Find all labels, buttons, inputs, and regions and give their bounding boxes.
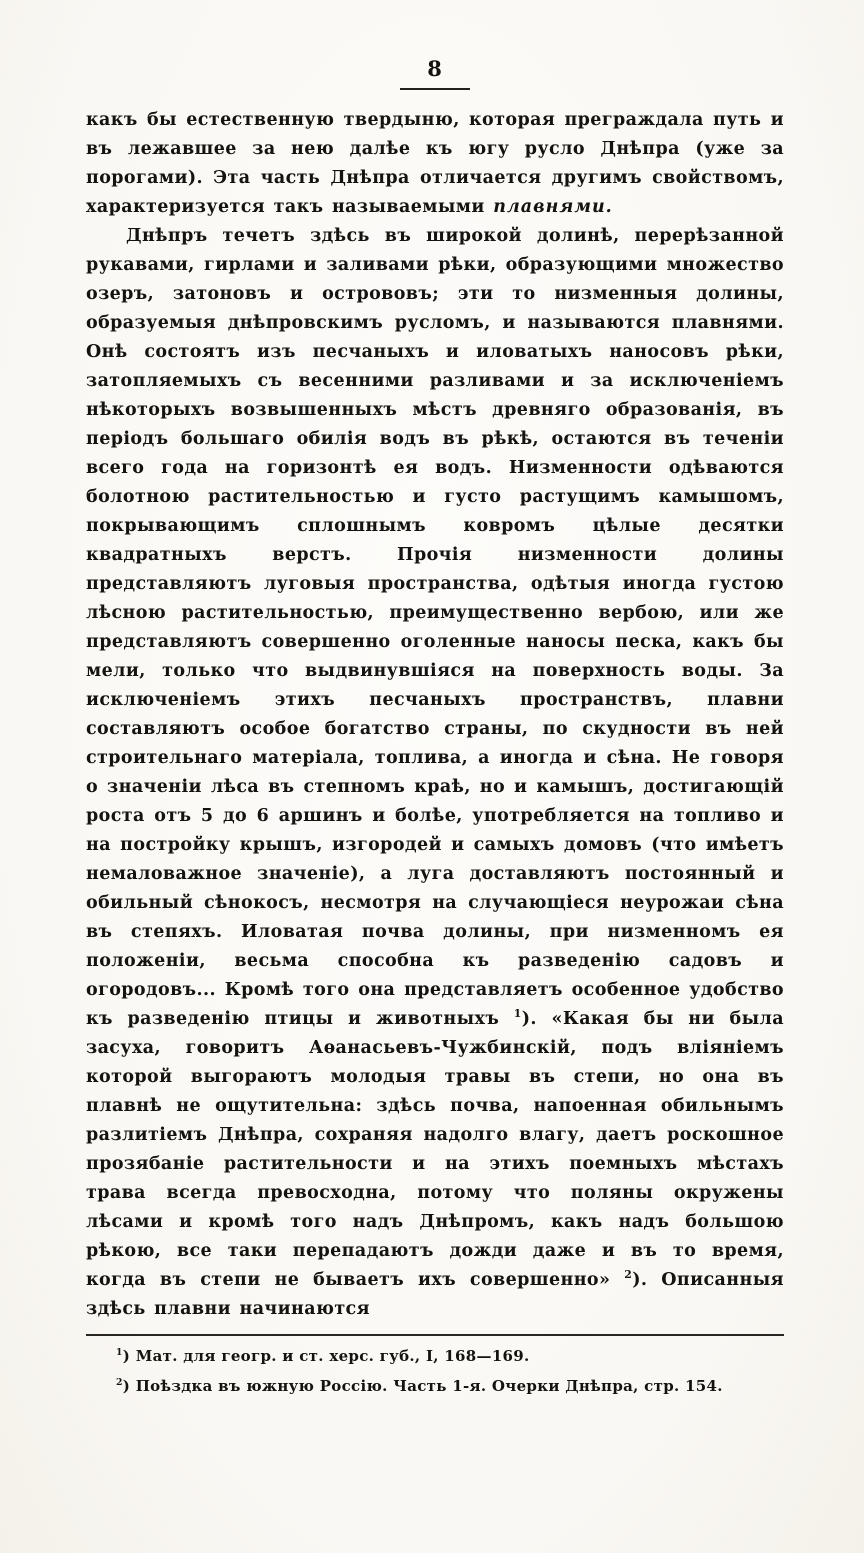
footnote-item	[86, 1341, 784, 1371]
footnote-marker: 2	[116, 1377, 123, 1388]
paragraph	[86, 106, 784, 222]
italic-text: плавнями.	[493, 197, 613, 217]
page-header	[86, 56, 784, 90]
text-run: ). «Какая бы ни была засуха, говоритъ Аѳанасьевъ-Чужбинскій, подъ вліяніемъ которой выгораютъ молодыя травы въ степи, но она въ плавнѣ не ощутительна: здѣсь почва, напоенная обильнымъ разлитіемъ Днѣпра, сохраняя надолго влагу, даетъ роскошное прозябаніе растительности и на этихъ поемныхъ мѣстахъ трава всегда превосходна, потому что поляны окружены лѣсами и кромѣ того надъ Днѣпромъ, какъ надъ большою рѣкою, все таки перепадаютъ дожди даже и въ то время, когда въ степи не бываетъ ихъ совершенно»	[86, 1009, 784, 1290]
footnote-separator	[86, 1334, 784, 1336]
text-run: ). Описанныя здѣсь плавни начинаются	[86, 1270, 784, 1319]
footnotes	[86, 1341, 784, 1401]
footnote-block	[86, 1334, 784, 1401]
footnote-marker: 1	[116, 1347, 123, 1358]
paragraph	[86, 222, 784, 1324]
footnote-text: ) Поѣздка въ южную Россію. Часть 1-я. Очерки Днѣпра, стр. 154.	[122, 1377, 723, 1395]
page-number: 8	[400, 56, 470, 90]
footnote-text: ) Мат. для геогр. и ст. херс. губ., I, 168—169.	[122, 1347, 530, 1365]
footnote-item	[86, 1371, 784, 1401]
body-text	[86, 106, 784, 1324]
text-run: Днѣпръ течетъ здѣсь въ широкой долинѣ, перерѣзанной рукавами, гирлами и заливами рѣки, образующими множество озеръ, затоновъ и острововъ; эти то низменныя долины, образуемыя днѣпровскимъ русломъ, и называются плавнями. Онѣ состоятъ изъ песчаныхъ и иловатыхъ наносовъ рѣки, затопляемыхъ съ весенними разливами и за исключеніемъ нѣкоторыхъ возвышенныхъ мѣстъ древняго образованія, въ періодъ большаго обилія водъ въ рѣкѣ, остаются въ теченіи всего года на горизонтѣ ея водъ. Низменности одѣваются болотною растительностью и густо растущимъ камышомъ, покрывающимъ сплошнымъ ковромъ цѣлые десятки квадратныхъ верстъ. Прочія низменности долины представляютъ луговыя пространства, одѣтыя иногда густою лѣсною растительностью, преимущественно вербою, или же представляютъ совершенно оголенные наносы песка, какъ бы мели, только что выдвинувшіяся на поверхность воды. За исключеніемъ этихъ песчаныхъ пространствъ, плавни составляютъ особое богатство страны, по скудности въ ней строительнаго матеріала, топлива, а иногда и сѣна. Не говоря о значеніи лѣса въ степномъ краѣ, но и камышъ, достигающій роста отъ 5 до 6 аршинъ и болѣе, употребляется на топливо и на постройку крышъ, изгородей и самыхъ домовъ (что имѣетъ немаловажное значеніе), а луга доставляютъ постоянный и обильный сѣнокосъ, несмотря на случающіеся неурожаи сѣна въ степяхъ. Иловатая почва долины, при низменномъ ея положеніи, весьма способна къ разведенію садовъ и огородовъ... Кромѣ того она представляетъ особенное удобство къ разведенію птицы и животныхъ	[86, 226, 784, 1029]
text-run: какъ бы естественную твердыню, которая преграждала путь и въ лежавшее за нею далѣе къ югу русло Днѣпра (уже за порогами). Эта часть Днѣпра отличается другимъ свойствомъ, характеризуется такъ называемыми	[86, 110, 784, 217]
footnote-reference: 2	[624, 1268, 633, 1282]
footnote-reference: 1	[513, 1007, 522, 1021]
